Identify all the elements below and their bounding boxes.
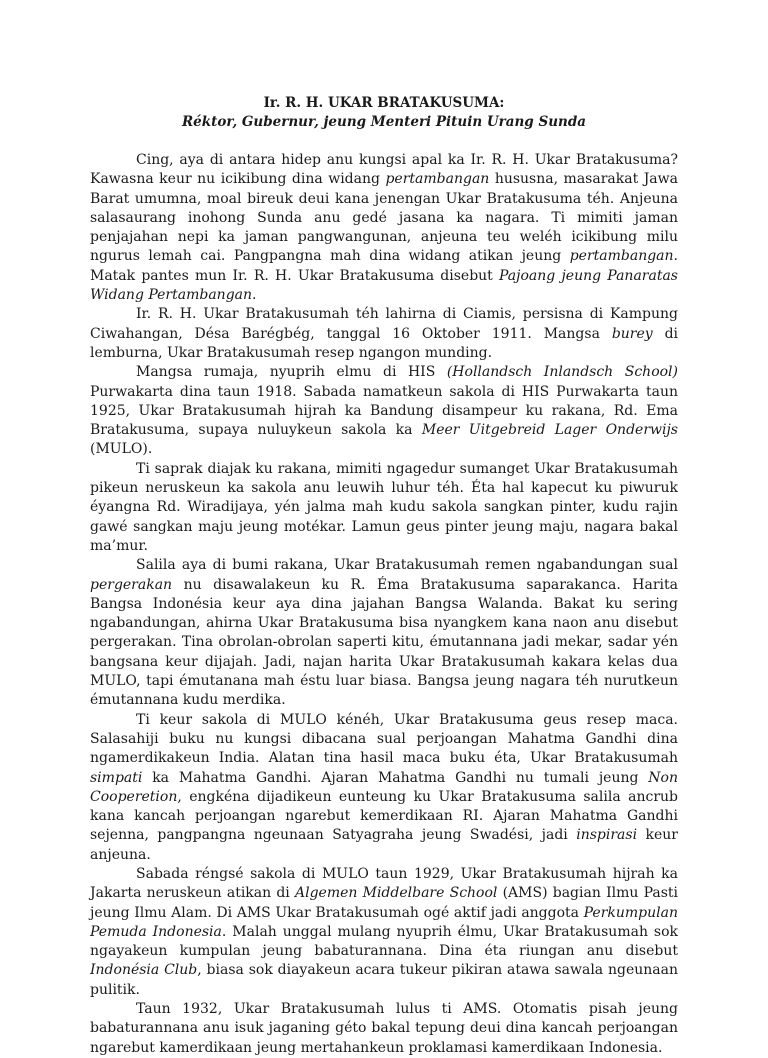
- text-run: Ti saprak diajak ku rakana, mimiti ngagedur sumanget Ukar Bratakusumah pikeun neruskeun ka sakola anu leuwih luhur téh. Éta hal kapecut ku piwuruk éyangna Rd. Wiradijaya, yén jalma mah kudu sakola sangkan pinter, kudu rajin gawé sangkan maju jeung motékar. Lamun geus pinter jeung maju, nagara bakal ma’mur.: [90, 460, 678, 554]
- text-run: Purwakarta dina taun 1918. Sabada namatkeun sakola di HIS Purwakarta taun 1925, Ukar Bratakusumah hijrah ka Bandung disampeur ku rakana, Rd. Ema Bratakusuma, supaya nuluykeun sakola ka: [90, 383, 678, 439]
- text-run: keur anjeuna.: [90, 827, 678, 863]
- italic-term: pergerakan: [90, 576, 173, 593]
- text-run: di lemburna, Ukar Bratakusumah resep ngangon munding.: [90, 325, 679, 361]
- text-run: hususna, masarakat Jawa Barat umumna, moal bireuk deui kana jenengan Ukar Bratakusuma téh. Anjeuna salasaurang inohong Sunda anu gedé jasana ka nagara. Ti mimiti jaman penjajahan nepi ka jaman pangwangunan, anjeuna teu weléh icikibung milu ngurus lemah cai. Pangpangna mah dina widang atikan jeung: [90, 171, 678, 265]
- text-run: Taun 1932, Ukar Bratakusumah lulus ti AMS. Otomatis pisah jeung babaturannana anu isuk jaganing géto bakal tepung deui dina kancah perjoangan ngarebut kamerdikaan jeung mertahankeun proklamasi kamerdikaan Indonesia.: [90, 1001, 678, 1056]
- italic-term: Non Cooperetion: [90, 769, 678, 805]
- italic-term: pertambangan: [569, 248, 674, 265]
- paragraph-5: [90, 556, 678, 710]
- text-run: . Matak pantes mun Ir. R. H. Ukar Bratakusuma disebut: [90, 248, 678, 284]
- text-run: Mangsa rumaja, nyuprih elmu di HIS: [136, 364, 447, 381]
- paragraph-1: [90, 151, 678, 305]
- text-run: Ir. R. H. Ukar Bratakusumah téh lahirna di Ciamis, persisna di Kampung Ciwahangan, Désa Barégbég, tanggal 16 Oktober 1911. Mangsa: [90, 306, 678, 342]
- italic-term: pertambangan: [385, 171, 490, 188]
- italic-term: simpati: [90, 769, 143, 786]
- paragraph-2: [90, 305, 678, 363]
- text-run: .: [252, 287, 257, 304]
- text-run: Ti keur sakola di MULO kénéh, Ukar Bratakusuma geus resep maca. Salasahiji buku nu kungsi dibacana sual perjoangan Mahatma Gandhi dina ngamerdikakeun India. Alatan tina hasil maca buku éta, Ukar Bratakusumah: [90, 711, 678, 767]
- text-run: (MULO).: [90, 441, 153, 458]
- italic-term: (Hollandsch Inlandsch School): [446, 364, 678, 381]
- text-run: , biasa sok diayakeun acara tukeur pikiran atawa sawala ngeunaan pulitik.: [90, 962, 678, 998]
- text-run: , engkéna dijadikeun eunteung ku Ukar Bratakusuma salila ancrub kana kancah perjoangan ngarebut kemerdikaan RI. Ajaran Mahatma Gandhi sejenna, pangpangna ngeunaan Satyagraha jeung Swadési, jadi: [90, 788, 678, 844]
- text-run: nu disawalakeun ku R. Éma Bratakusuma saparakanca. Harita Bangsa Indonésia keur aya dina jajahan Bangsa Walanda. Bakat ku sering ngabandungan, ahirna Ukar Bratakusuma bisa nyangkem kana naon anu disebut pergerakan. Tina obrolan-obrolan saperti kitu, émutannana jadi mekar, sadar yén bangsana keur dijajah. Jadi, najan harita Ukar Bratakusumah kakara kelas dua MULO, tapi émutanana mah éstu luar biasa. Bangsa jeung nagara téh nurutkeun émutannana kudu merdika.: [90, 576, 678, 709]
- page-title: Ir. R. H. UKAR BRATAKUSUMA:: [263, 95, 505, 111]
- text-run: Sabada réngsé sakola di MULO taun 1929, Ukar Bratakusumah hijrah ka Jakarta neruskeun atikan di: [90, 865, 678, 902]
- italic-term: Meer Uitgebreid Lager Onderwijs: [421, 422, 678, 439]
- paragraph-8: [90, 1000, 678, 1058]
- paragraph-3: [90, 363, 678, 459]
- italic-term: burey: [611, 325, 653, 342]
- italic-term: Perkumpulan Pemuda Indonesia: [90, 904, 678, 940]
- text-run: (AMS) bagian Ilmu Pasti jeung Ilmu Alam. Di AMS Ukar Bratakusumah ogé aktif jadi anggota: [90, 885, 678, 921]
- italic-term: Pajoang jeung Panaratas Widang Pertambangan: [90, 267, 678, 304]
- italic-term: Algemen Middelbare School: [295, 885, 498, 902]
- text-run: Salila aya di bumi rakana, Ukar Bratakusumah remen ngabandungan sual: [136, 557, 678, 574]
- paragraph-6: [90, 711, 678, 865]
- text-run: ka Mahatma Gandhi. Ajaran Mahatma Gandhi nu tumali jeung: [142, 769, 649, 786]
- italic-term: inspirasi: [576, 827, 638, 844]
- paragraph-7: [90, 865, 678, 1000]
- paragraph-4: [90, 460, 678, 556]
- page-subtitle: Réktor, Gubernur, jeung Menteri Pituin Urang Sunda: [181, 114, 587, 130]
- text-run: Cing, aya di antara hidep anu kungsi apal ka Ir. R. H. Ukar Bratakusuma? Kawasna keur nu icikibung dina widang: [90, 152, 678, 188]
- text-run: . Malah unggal mulang nyuprih élmu, Ukar Bratakusumah sok ngayakeun kumpulan jeung babaturannana. Dina éta riungan anu disebut: [90, 923, 679, 960]
- italic-term: Indonésia Club: [90, 962, 198, 979]
